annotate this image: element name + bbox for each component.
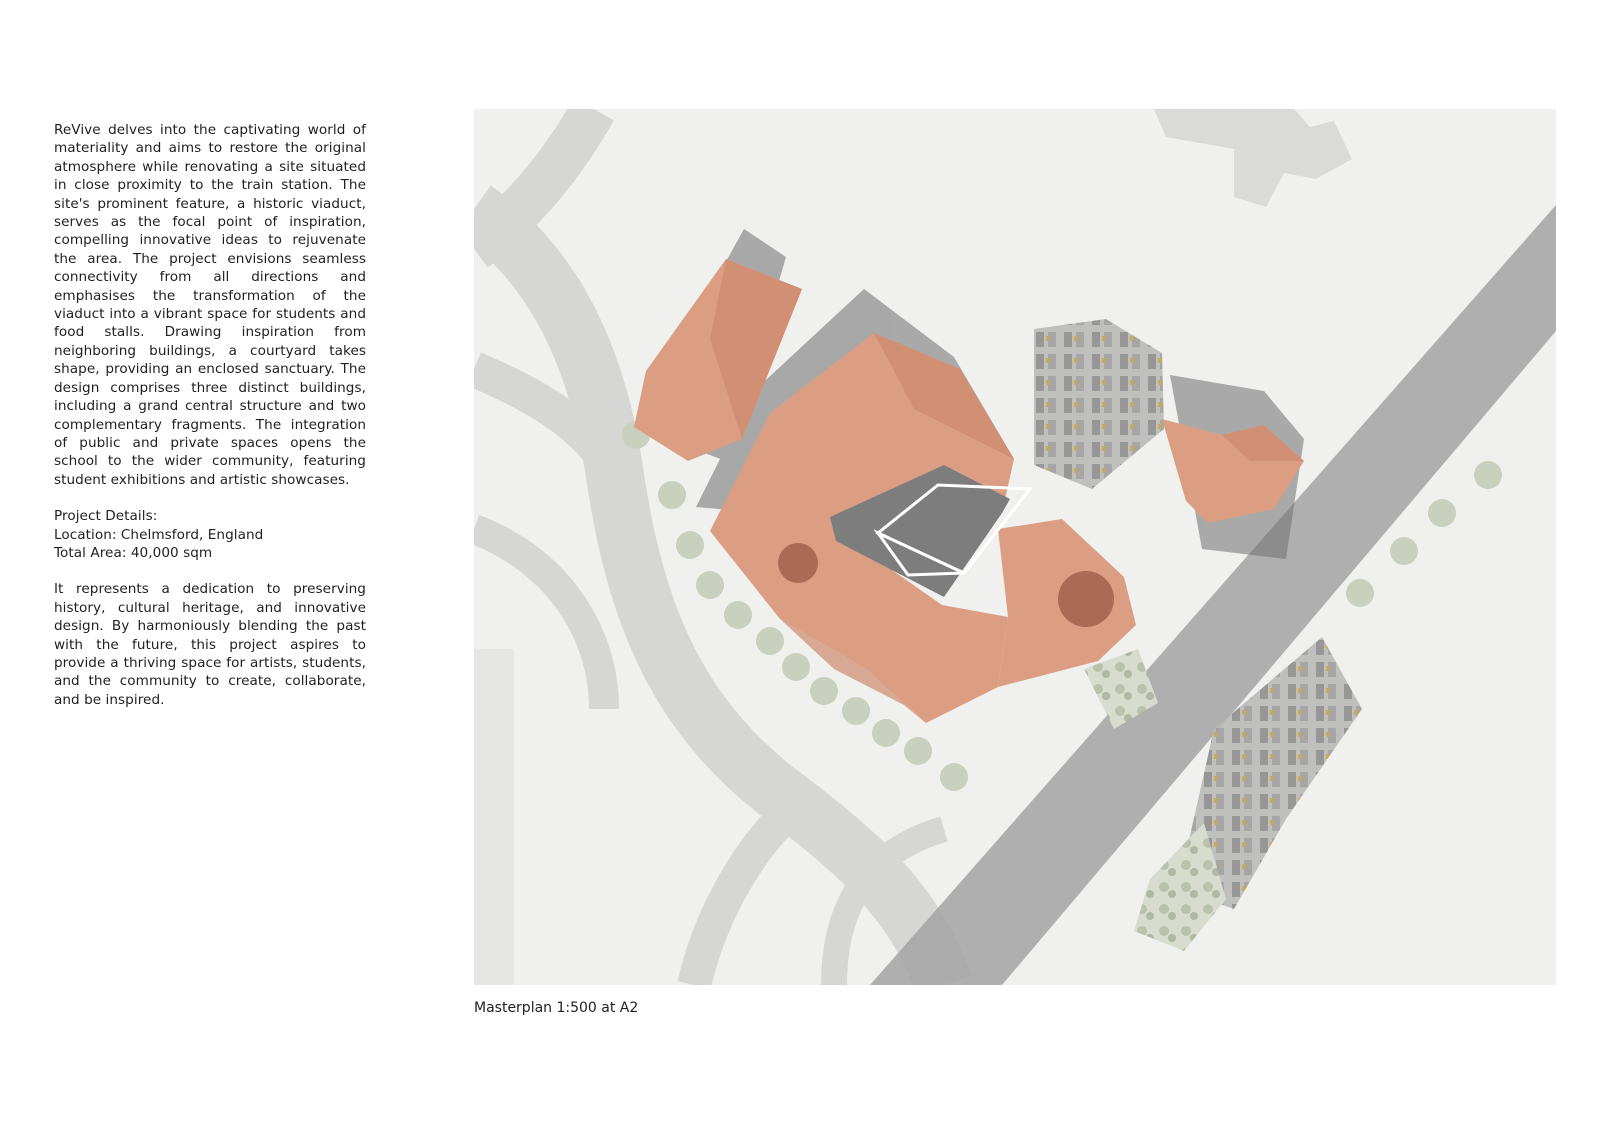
masterplan-drawing: [474, 109, 1556, 985]
project-area: Total Area: 40,000 sqm: [54, 544, 213, 561]
masterplan-caption: Masterplan 1:500 at A2: [474, 1000, 639, 1016]
closing-paragraph: It represents a dedication to preserving history, cultural heritage, and innovative design. By harmoniously blending the past with the future, this project aspires to provide a thriving space for artists, students, and the community to create, collaborate, and be inspired.: [54, 581, 366, 708]
skylight-east: [1058, 571, 1114, 627]
project-location: Location: Chelmsford, England: [54, 526, 264, 543]
project-description: [54, 121, 366, 709]
description-paragraph: ReVive delves into the captivating world of materiality and aims to restore the original atmosphere while renovating a site situated in close proximity to the train station. The site's prominent feature, a historic viaduct, serves as the focal point of inspiration, compelling innovative ideas to rejuvenate the area. The project envisions seamless connectivity from all directions and emphasises the transformation of the viaduct into a vibrant space for students and food stalls. Drawing inspiration from neighboring buildings, a courtyard takes shape, providing an enclosed sanctuary. The design comprises three distinct buildings, including a grand central structure and two complementary fragments. The integration of public and private spaces opens the school to the wider community, featuring student exhibitions and artistic showcases.: [54, 122, 366, 488]
project-details: [54, 507, 366, 562]
west-lot: [474, 649, 514, 985]
skylight-west: [778, 543, 818, 583]
details-heading: Project Details:: [54, 508, 158, 525]
